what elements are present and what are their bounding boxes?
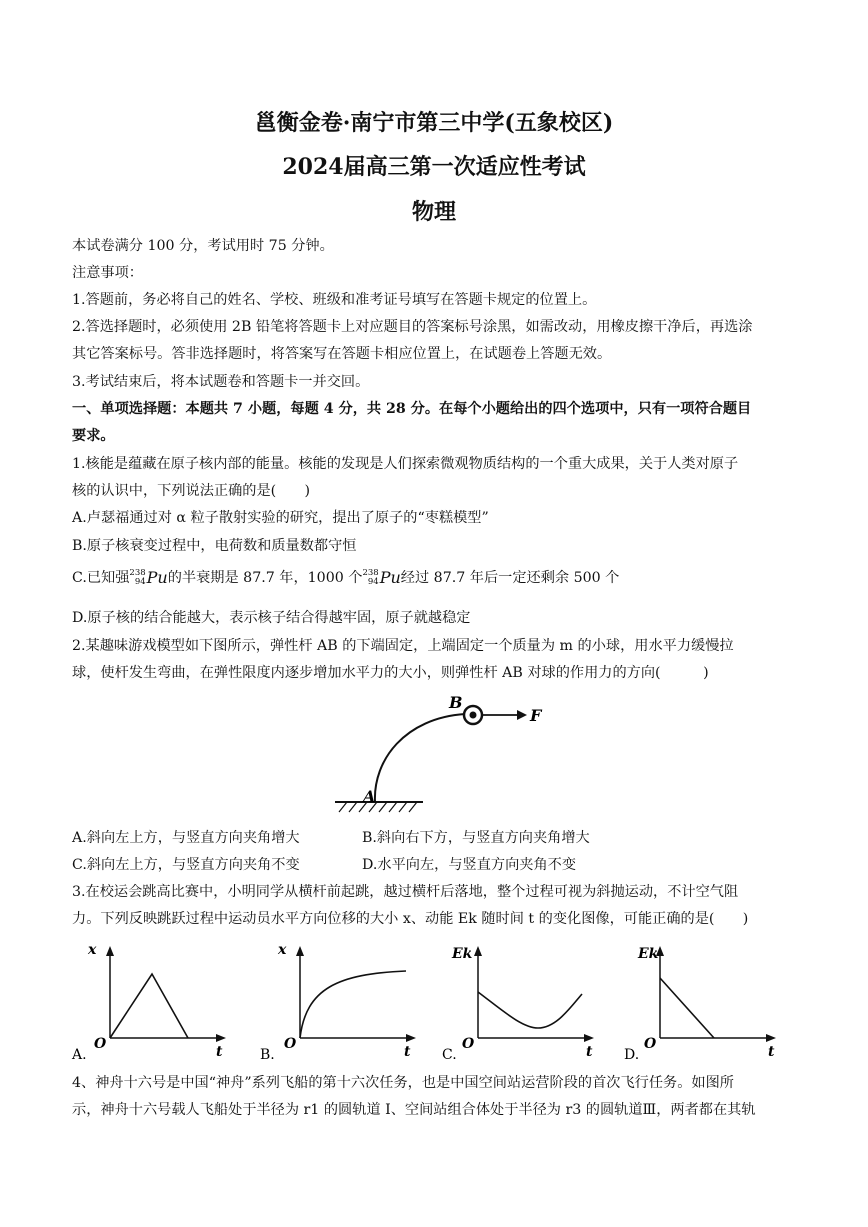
y-axis-arrow [474,946,482,956]
nuclide-mass: 238 [362,568,379,578]
x-axis-arrow [766,1034,776,1042]
q2-option-a: A.斜向左上方，与竖直方向夹角增大 [72,830,300,846]
nuclide-pu-238 [362,568,400,588]
y-axis-arrow [296,946,304,956]
ball-center [470,712,477,719]
q4-stem-1: 4、神舟十六号是中国“神舟”系列飞船的第十六次任务，也是中国空间站运营阶段的首次飞行任务。如图所 [72,1075,734,1091]
y-label: Ek [452,946,473,962]
exam-title-line2: 2024届高三第一次适应性考试 [282,154,586,180]
notes-heading: 注意事项： [72,265,143,281]
nuclide-symbol: Pu [146,568,168,587]
q2-option-d: D.水平向左，与竖直方向夹角不变 [362,857,577,873]
x-axis-arrow [216,1034,226,1042]
elastic-rod [375,714,465,802]
graph-option-label: D. [624,1047,640,1063]
q2-stem-2: 球，使杆发生弯曲，在弹性限度内逐步增加水平力的大小，则弹性杆 AB 对球的作用力的方向( ) [72,665,709,681]
y-label: x [278,942,287,958]
graph-option-label: A. [72,1047,87,1063]
note-2b: 其它答案标号。答非选择题时，将答案写在答题卡相应位置上，在试题卷上答题无效。 [72,346,612,362]
label-b: B [449,693,463,712]
origin-label: O [284,1036,297,1052]
nuclide-mass: 238 [129,568,146,578]
label-a: A [363,787,376,806]
q2-figure-elastic-rod [325,690,555,825]
q4-stem-2: 示，神舟十六号载人飞船处于半径为 r1 的圆轨道 Ⅰ、空间站组合体处于半径为 r3 的圆轨道Ⅲ，两者都在其轨 [72,1102,756,1118]
section1-heading-1: 一、单项选择题：本题共 7 小题，每题 4 分，共 28 分。在每个小题给出的四个选项中，只有一项符合题目 [72,401,752,417]
exam-intro: 本试卷满分 100 分，考试用时 75 分钟。 [72,238,334,254]
ground-hatching [339,802,417,812]
q1-option-b: B.原子核衰变过程中，电荷数和质量数都守恒 [72,538,357,554]
q1-c-mid: 的半衰期是 87.7 年，1000 个 [167,570,363,586]
x-label: t [768,1044,775,1060]
y-axis-arrow [106,946,114,956]
q3-graph-d [622,938,782,1063]
exam-title-line1: 邕衡金卷·南宁市第三中学(五象校区) [254,110,614,136]
q3-graph-a [70,938,230,1063]
q1-stem-1: 1.核能是蕴藏在原子核内部的能量。核能的发现是人们探索微观物质结构的一个重大成果，关于人类对原子 [72,456,739,472]
graph-option-label: B. [260,1047,275,1063]
q1-stem-2: 核的认识中，下列说法正确的是( ) [72,483,311,499]
q3-graph-c [440,938,600,1063]
nuclide-charge: 94 [367,577,379,587]
nuclide-symbol: Pu [379,568,401,587]
nuclide-charge: 94 [134,577,146,587]
graph-curve [300,971,406,1038]
q3-stem-1: 3.在校运会跳高比赛中，小明同学从横杆前起跳，越过横杆后落地，整个过程可视为斜抛运动，不计空气阻 [72,884,739,900]
graph-curve [660,978,714,1038]
q1-option-d: D.原子核的结合能越大，表示核子结合得越牢固，原子就越稳定 [72,610,471,626]
q1-c-prefix: C.已知强 [72,570,130,586]
note-3: 3.考试结束后，将本试题卷和答题卡一并交回。 [72,374,370,390]
q1-option-a: A.卢瑟福通过对 α 粒子散射实验的研究，提出了原子的“枣糕模型” [72,510,489,526]
origin-label: O [644,1036,657,1052]
graph-option-label: C. [442,1047,457,1063]
note-2a: 2.答选择题时，必须使用 2B 铅笔将答题卡上对应题目的答案标号涂黑，如需改动，用橡皮擦干净后，再选涂 [72,319,753,335]
q2-option-c: C.斜向左上方，与竖直方向夹角不变 [72,857,300,873]
subject-title: 物理 [411,199,456,225]
q1-c-suffix: 经过 87.7 年后一定还剩余 500 个 [400,570,620,586]
force-arrowhead [517,710,527,720]
x-label: t [586,1044,593,1060]
q2-stem-1: 2.某趣味游戏模型如下图所示，弹性杆 AB 的下端固定，上端固定一个质量为 m 的小球，用水平力缓慢拉 [72,638,734,654]
note-1: 1.答题前，务必将自己的姓名、学校、班级和准考证号填写在答题卡规定的位置上。 [72,292,597,308]
x-axis-arrow [406,1034,416,1042]
section1-heading-2: 要求。 [72,428,115,444]
y-label: Ek [638,946,659,962]
graph-curve [110,974,188,1038]
q3-graph-b [258,938,418,1063]
q3-stem-2: 力。下列反映跳跃过程中运动员水平方向位移的大小 x、动能 Ek 随时间 t 的变化图像，可能正确的是( ) [72,911,749,927]
x-axis-arrow [584,1034,594,1042]
x-label: t [404,1044,411,1060]
graph-curve [478,992,582,1028]
q2-option-b: B.斜向右下方，与竖直方向夹角增大 [362,830,590,846]
q1-option-c [72,568,802,588]
x-label: t [216,1044,223,1060]
nuclide-pu-238 [129,568,167,588]
origin-label: O [94,1036,107,1052]
y-label: x [88,942,97,958]
origin-label: O [462,1036,475,1052]
label-f: F [530,706,542,725]
